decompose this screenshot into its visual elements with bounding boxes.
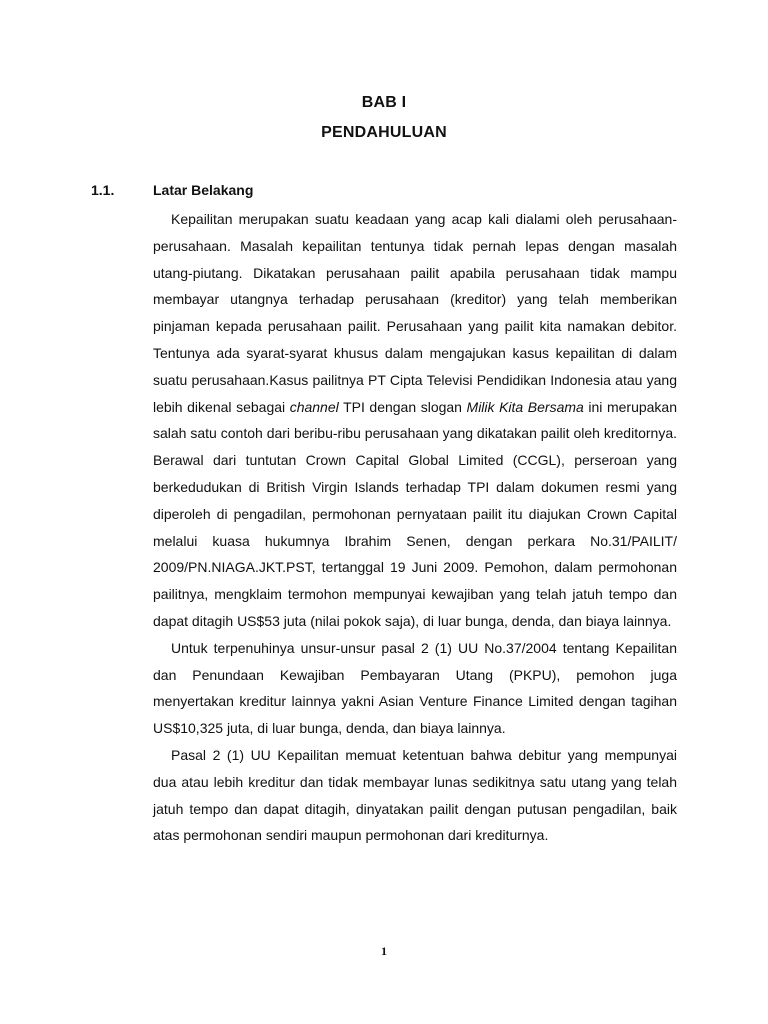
paragraph-1-part-1: Kepailitan merupakan suatu keadaan yang acap kali dialami oleh perusahaan-perusahaan. Masalah kepailitan tentunya tidak pernah lepas dengan masalah utang-piutang. Dikatakan perusahaan pailit apabila perusahaan tidak mampu membayar utangnya terhadap perusahaan (kreditor) yang telah memberikan pinjaman kepada perusahaan pailit. Perusahaan yang pailit kita namakan debitor. Tentunya ada syarat-syarat khusus dalam mengajukan kasus kepailitan di dalam suatu perusahaan.Kasus pailitnya PT Cipta Televisi Pendidikan Indonesia atau yang lebih dikenal sebagai bbox=[153, 211, 677, 415]
paragraph-3: Pasal 2 (1) UU Kepailitan memuat ketentuan bahwa debitur yang mempunyai dua atau lebih kreditur dan tidak membayar lunas sedikitnya satu utang yang telah jatuh tempo dan dapat ditagih, dinyatakan pailit dengan putusan pengadilan, baik atas permohonan sendiri maupun permohonan dari krediturnya. bbox=[153, 746, 677, 844]
italic-slogan: Milik Kita Bersama bbox=[466, 398, 584, 415]
italic-term-channel: channel bbox=[289, 398, 339, 415]
chapter-title: PENDAHULUAN bbox=[321, 124, 447, 141]
body-text bbox=[153, 206, 677, 849]
page-number: 1 bbox=[381, 944, 387, 958]
section-number: 1.1. bbox=[91, 182, 115, 198]
paragraph-1-part-2: TPI dengan slogan bbox=[338, 398, 467, 415]
paragraph-2: Untuk terpenuhinya unsur-unsur pasal 2 (1) UU No.37/2004 tentang Kepailitan dan Penundaan Kewajiban Pembayaran Utang (PKPU), pemohon juga menyertakan kreditur lainnya yakni Asian Venture Finance Limited dengan tagihan US$10,325 juta, di luar bunga, denda, dan biaya lainnya. bbox=[153, 639, 677, 737]
section-title: Latar Belakang bbox=[153, 182, 254, 198]
paragraph-1 bbox=[153, 206, 677, 635]
paragraph-1-part-3: ini merupakan salah satu contoh dari beribu-ribu perusahaan yang dikatakan pailit oleh kreditornya. Berawal dari tuntutan Crown Capital Global Limited (CCGL), perseroan yang berkedudukan di British Virgin Islands terhadap TPI dalam dokumen resmi yang diperoleh di pengadilan, permohonan pernyataan pailit itu diajukan Crown Capital melalui kuasa hukumnya Ibrahim Senen, dengan perkara No.31/PAILIT/ 2009/PN.NIAGA.JKT.PST, tertanggal 19 Juni 2009. Pemohon, dalam permohonan pailitnya, mengklaim termohon mempunyai kewajiban yang telah jatuh tempo dan dapat ditagih US$53 juta (nilai pokok saja), di luar bunga, denda, dan biaya lainnya. bbox=[153, 398, 678, 629]
chapter-heading: BAB I bbox=[361, 94, 407, 111]
